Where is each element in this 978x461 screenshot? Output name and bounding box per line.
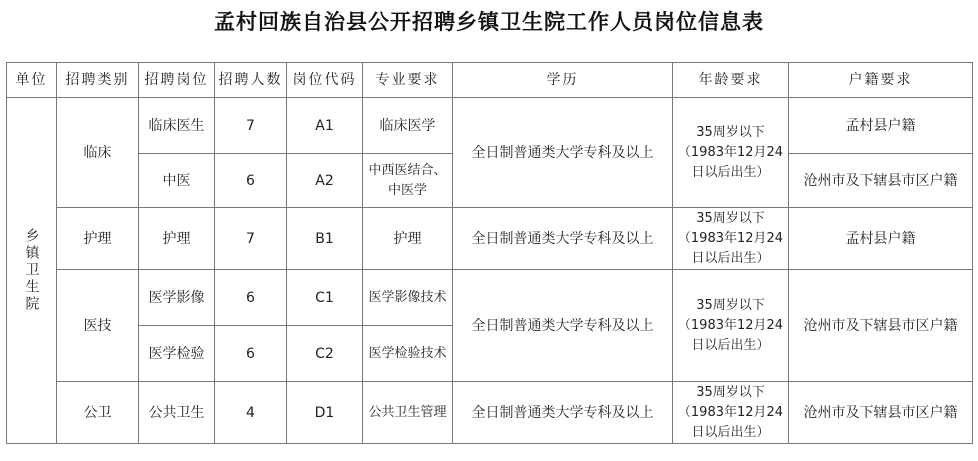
age-cell — [673, 98, 789, 208]
education-cell: 全日制普通类大学专科及以上 — [453, 208, 673, 270]
table-row — [7, 98, 973, 154]
table-row — [7, 382, 973, 444]
code-cell: A1 — [287, 98, 363, 154]
hukou-cell: 沧州市及下辖县市区户籍 — [789, 382, 973, 444]
table-row — [7, 208, 973, 270]
unit-label: 乡镇卫生院 — [23, 228, 40, 313]
table-row — [7, 270, 973, 326]
code-cell: C2 — [287, 326, 363, 382]
position-cell: 医学影像 — [139, 270, 215, 326]
age-cell — [673, 382, 789, 444]
major-cell: 护理 — [363, 208, 453, 270]
category-cell: 护理 — [57, 208, 139, 270]
header-count: 招聘人数 — [215, 63, 287, 98]
count-cell: 4 — [215, 382, 287, 444]
major-cell: 临床医学 — [363, 98, 453, 154]
code-cell: A2 — [287, 154, 363, 208]
header-position: 招聘岗位 — [139, 63, 215, 98]
age-text: 35周岁以下（1983年12月24 日以后出生） — [677, 210, 784, 266]
count-cell: 7 — [215, 98, 287, 154]
unit-cell — [7, 98, 57, 444]
position-cell: 中医 — [139, 154, 215, 208]
code-cell: C1 — [287, 270, 363, 326]
header-hukou: 户籍要求 — [789, 63, 973, 98]
position-cell: 医学检验 — [139, 326, 215, 382]
age-text: 35周岁以下（1983年12月24 日以后出生） — [677, 297, 784, 353]
code-cell: D1 — [287, 382, 363, 444]
education-cell: 全日制普通类大学专科及以上 — [453, 270, 673, 382]
count-cell: 6 — [215, 326, 287, 382]
category-cell: 医技 — [57, 270, 139, 382]
hukou-cell: 孟村县户籍 — [789, 98, 973, 154]
position-cell: 护理 — [139, 208, 215, 270]
header-code: 岗位代码 — [287, 63, 363, 98]
position-cell: 临床医生 — [139, 98, 215, 154]
education-cell: 全日制普通类大学专科及以上 — [453, 382, 673, 444]
count-cell: 7 — [215, 208, 287, 270]
header-row — [7, 63, 973, 98]
hukou-cell: 孟村县户籍 — [789, 208, 973, 270]
header-major: 专业要求 — [363, 63, 453, 98]
count-cell: 6 — [215, 270, 287, 326]
header-category: 招聘类别 — [57, 63, 139, 98]
code-cell: B1 — [287, 208, 363, 270]
hukou-cell: 沧州市及下辖县市区户籍 — [789, 270, 973, 382]
positions-table — [6, 62, 973, 444]
header-unit: 单位 — [7, 63, 57, 98]
age-cell — [673, 208, 789, 270]
category-cell: 临床 — [57, 98, 139, 208]
education-cell: 全日制普通类大学专科及以上 — [453, 98, 673, 208]
age-cell — [673, 270, 789, 382]
major-cell: 医学影像技术 — [363, 270, 453, 326]
age-text: 35周岁以下（1983年12月24 日以后出生） — [677, 124, 784, 180]
major-cell: 中西医结合、中医学 — [363, 154, 453, 208]
hukou-cell: 沧州市及下辖县市区户籍 — [789, 154, 973, 208]
major-cell: 公共卫生管理 — [363, 382, 453, 444]
header-age: 年龄要求 — [673, 63, 789, 98]
header-education: 学历 — [453, 63, 673, 98]
count-cell: 6 — [215, 154, 287, 208]
major-cell: 医学检验技术 — [363, 326, 453, 382]
category-cell: 公卫 — [57, 382, 139, 444]
position-cell: 公共卫生 — [139, 382, 215, 444]
age-text: 35周岁以下（1983年12月24 日以后出生） — [677, 384, 784, 440]
page-title: 孟村回族自治县公开招聘乡镇卫生院工作人员岗位信息表 — [214, 10, 764, 34]
